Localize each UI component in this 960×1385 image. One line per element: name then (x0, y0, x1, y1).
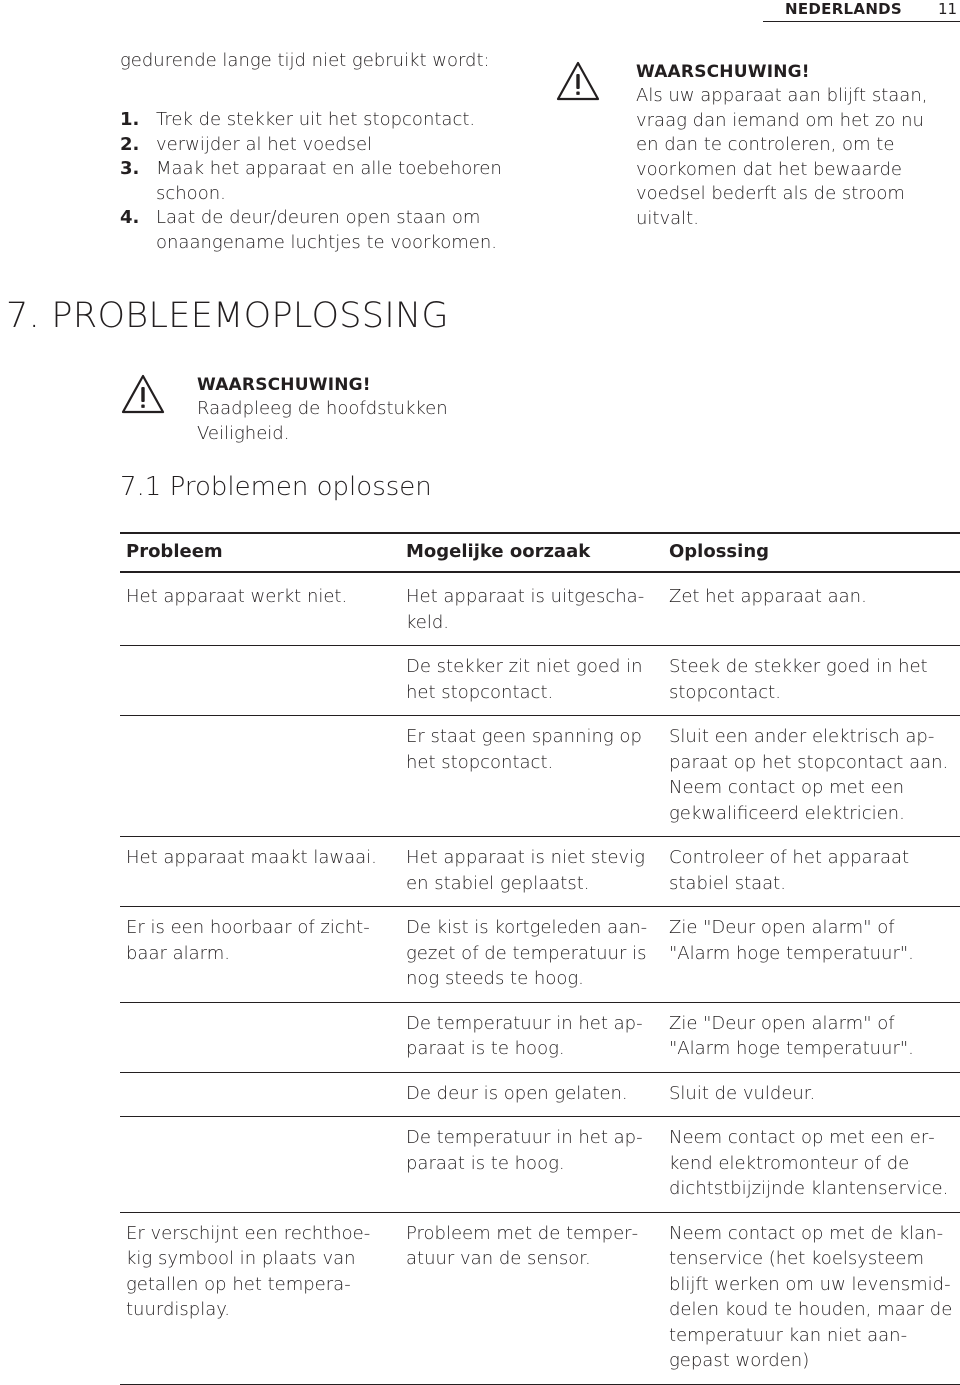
warning-power-block (636, 60, 936, 231)
solution-cell: Sluit een ander elektrisch apparaat op het stopcontact aan. Neem contact op met een gekwalificeerd elektricien. (663, 716, 960, 837)
cause-cell: De temperatuur in het apparaat is te hoog. (400, 1002, 663, 1072)
table-header-row (120, 533, 960, 572)
warning-triangle-icon (555, 60, 601, 102)
problem-cell: Er is een hoorbaar of zichtbaar alarm. (120, 907, 400, 1003)
table-row (120, 907, 960, 1003)
header-language: NEDERLANDS (785, 0, 903, 18)
problem-cell: Het apparaat werkt niet. (120, 572, 400, 646)
table-row (120, 1117, 960, 1213)
warning-text: Als uw apparaat aan blijft staan, vraag dan iemand om het zo nu en dan te controleren, om te voorkomen dat het bewaarde voedsel bederft als de stroom uitvalt. (636, 85, 928, 229)
cause-cell: De stekker zit niet goed in het stopcontact. (400, 646, 663, 716)
solution-cell: Neem contact op met de klantenservice (het koelsysteem blijft werken om uw levensmiddelen koud te houden, maar de temperatuur kan niet aangepast worden) (663, 1212, 960, 1384)
problem-cell (120, 1002, 400, 1072)
problem-cell (120, 1117, 400, 1213)
column-header-cause: Mogelijke oorzaak (400, 533, 663, 572)
solution-cell: Zie "Deur open alarm" of "Alarm hoge temperatuur". (663, 1002, 960, 1072)
column-header-problem: Probleem (120, 533, 400, 572)
cause-cell: Probleem met de temperatuur van de sensor. (400, 1212, 663, 1384)
warning-title: WAARSCHUWING! (197, 375, 371, 395)
solution-cell: Controleer of het apparaat stabiel staat. (663, 837, 960, 907)
cause-cell: De kist is kortgeleden aangezet of de temperatuur is nog steeds te hoog. (400, 907, 663, 1003)
step-number: 2. (120, 133, 140, 155)
cause-cell: Het apparaat is niet stevig en stabiel geplaatst. (400, 837, 663, 907)
solution-cell: Zie "Deur open alarm" of "Alarm hoge temperatuur". (663, 907, 960, 1003)
step-number: 4. (120, 207, 140, 228)
cause-cell: Het apparaat is uitgeschakeld. (400, 572, 663, 646)
step-text: Trek de stekker uit het stopcontact. (156, 109, 476, 130)
problem-cell: Er verschijnt een rechthoekig symbool in plaats van getallen op het temperatuurdisplay. (120, 1212, 400, 1384)
warning-title: WAARSCHUWING! (636, 62, 810, 82)
solution-cell: Sluit de vuldeur. (663, 1072, 960, 1117)
solution-cell: Zet het apparaat aan. (663, 572, 960, 646)
table-row (120, 837, 960, 907)
table-row (120, 1072, 960, 1117)
step-number: 3. (120, 158, 140, 179)
cause-cell: De deur is open gelaten. (400, 1072, 663, 1117)
table-row (120, 572, 960, 646)
solution-cell: Steek de stekker goed in het stopcontact. (663, 646, 960, 716)
cause-cell: De temperatuur in het apparaat is te hoog. (400, 1117, 663, 1213)
section-title: 7. PROBLEEMOPLOSSING (6, 296, 449, 336)
problem-cell (120, 716, 400, 837)
cause-cell: Er staat geen spanning op het stopcontact. (400, 716, 663, 837)
troubleshooting-table (120, 532, 960, 1385)
problem-cell: Het apparaat maakt lawaai. (120, 837, 400, 907)
step-item (120, 108, 520, 133)
page-number: 11 (938, 0, 958, 18)
step-item (120, 206, 520, 255)
step-text: verwijder al het voedsel (156, 133, 373, 155)
warning-triangle-icon (120, 373, 166, 415)
step-item (120, 157, 520, 206)
steps-list (120, 108, 520, 255)
step-number: 1. (120, 109, 140, 130)
step-text: Maak het apparaat en alle toebehoren schoon. (156, 158, 502, 204)
table-row (120, 646, 960, 716)
warning-safety-block (197, 373, 527, 446)
problem-cell (120, 646, 400, 716)
intro-text: gedurende lange tijd niet gebruikt wordt: (120, 50, 490, 71)
warning-text: Raadpleeg de hoofdstukken Veiligheid. (197, 398, 448, 444)
table-row (120, 1002, 960, 1072)
solution-cell: Neem contact op met een erkend elektromonteur of de dichtstbijzijnde klantenservice. (663, 1117, 960, 1213)
problem-cell (120, 1072, 400, 1117)
column-header-solution: Oplossing (663, 533, 960, 572)
step-text: Laat de deur/deuren open staan om onaangename luchtjes te voorkomen. (156, 207, 497, 253)
table-row (120, 716, 960, 837)
step-item (120, 133, 520, 158)
subsection-title: 7.1 Problemen oplossen (120, 472, 432, 502)
table-row (120, 1212, 960, 1384)
header-rule (763, 21, 960, 22)
